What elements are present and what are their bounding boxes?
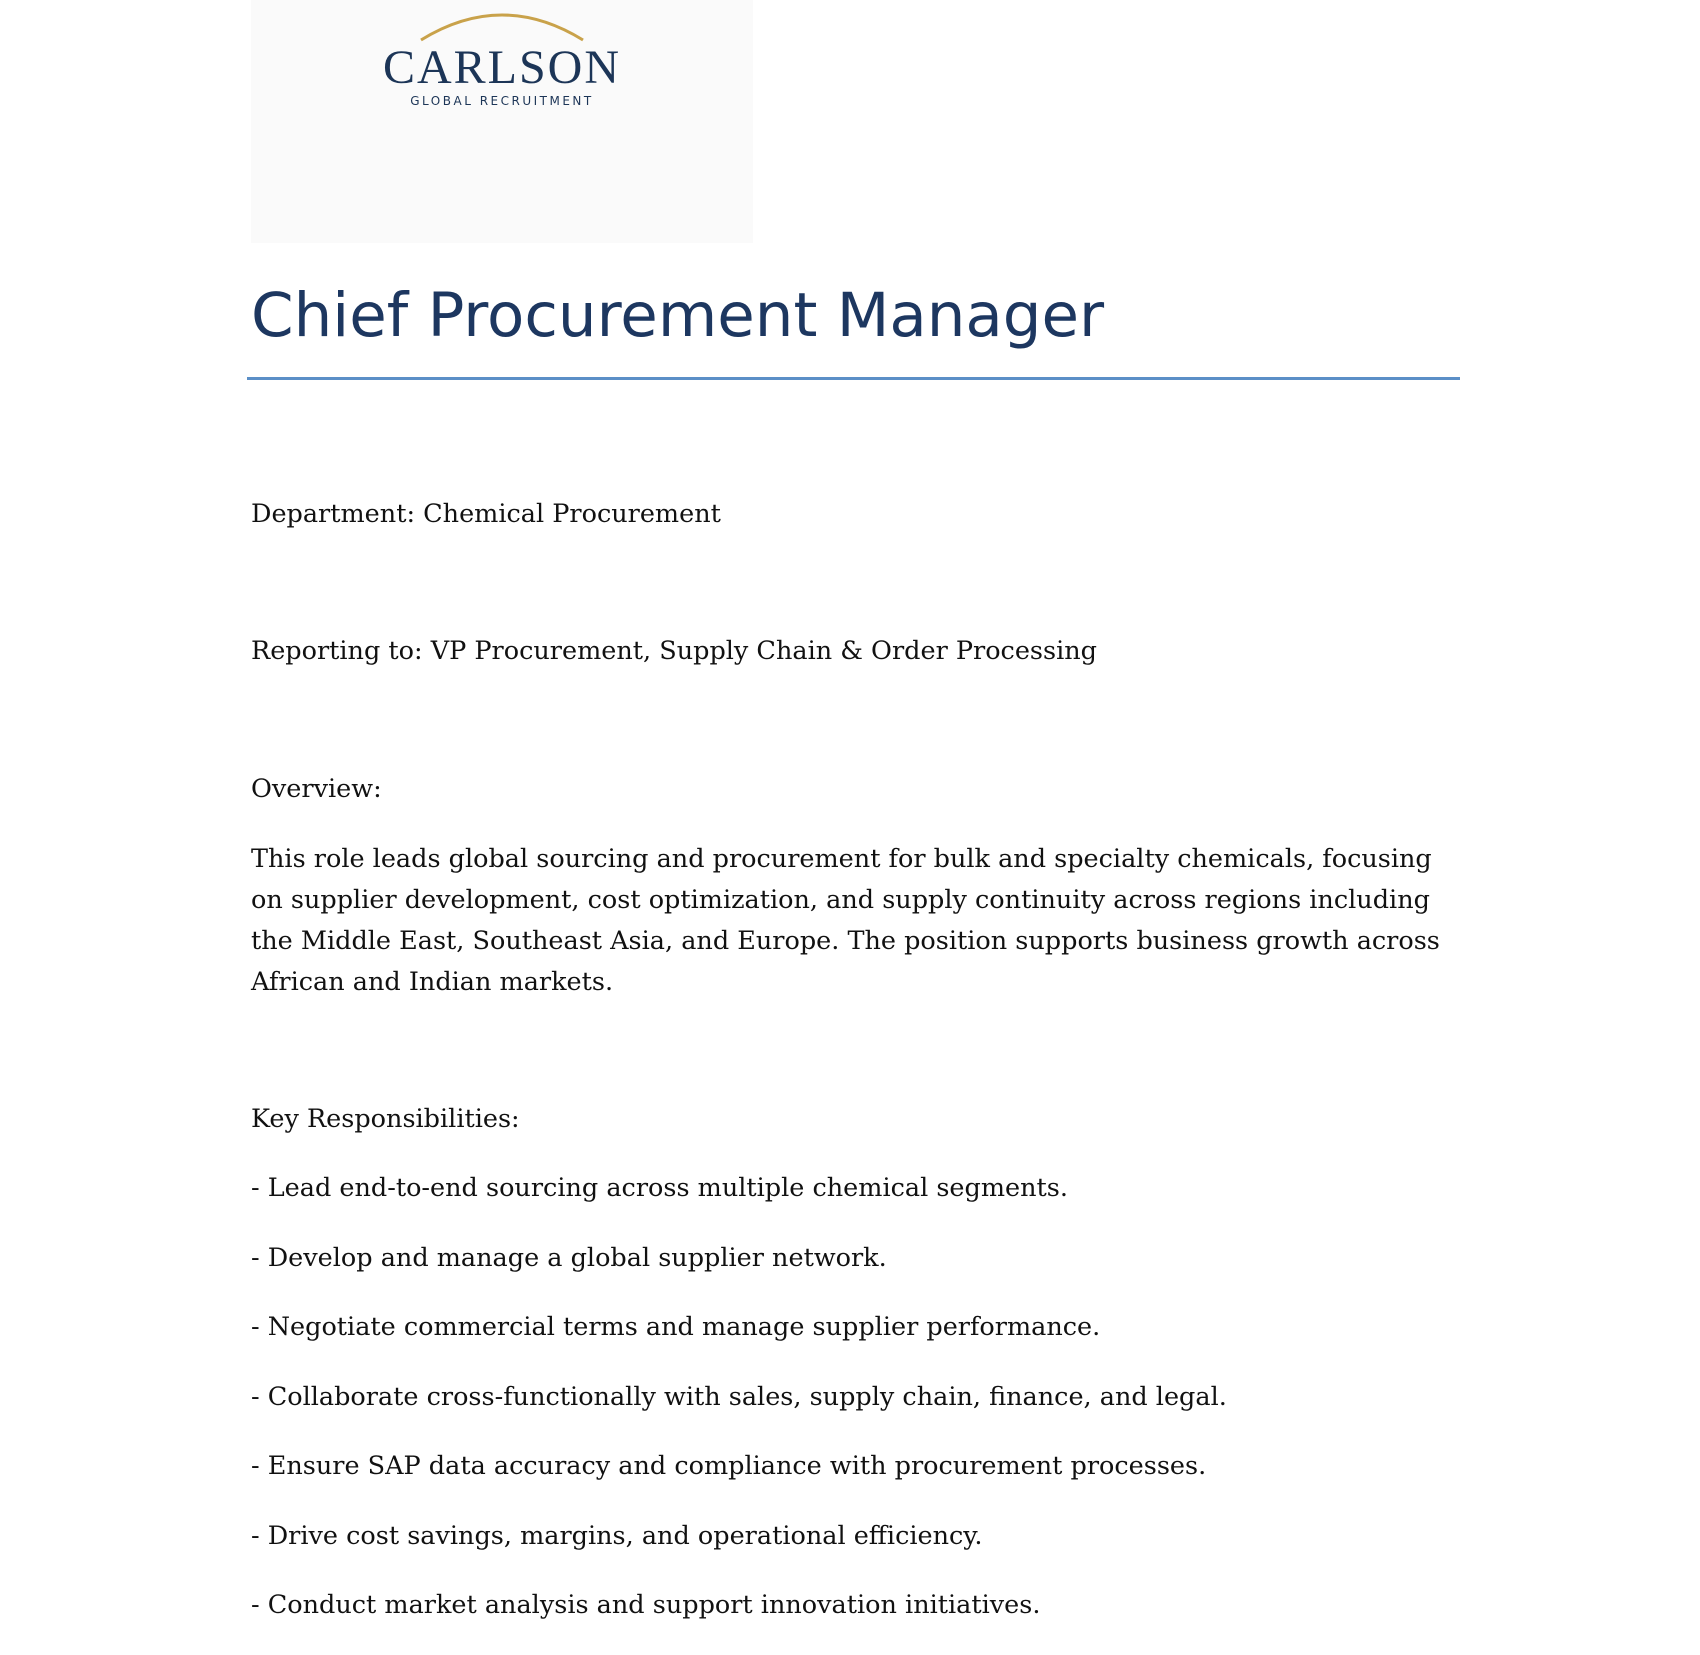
overview-line: This role leads global sourcing and procurement for bulk and specialty chemicals, focusing — [251, 844, 1432, 874]
company-logo — [251, 0, 753, 243]
list-item: - Drive cost savings, margins, and operational efficiency. — [251, 1520, 983, 1551]
overview-heading: Overview: — [251, 774, 382, 804]
overview-line: the Middle East, Southeast Asia, and Europe. The position supports business growth across — [251, 926, 1440, 956]
list-item: - Ensure SAP data accuracy and compliance with procurement processes. — [251, 1451, 1207, 1481]
reporting-line: Reporting to: VP Procurement, Supply Chain & Order Processing — [251, 636, 1098, 666]
list-item: - Conduct market analysis and support innovation initiatives. — [251, 1590, 1041, 1620]
list-item: - Lead end-to-end sourcing across multiple chemical segments. — [251, 1173, 1068, 1203]
overview-line: on supplier development, cost optimization, and supply continuity across regions including — [251, 885, 1430, 915]
overview-paragraph — [251, 839, 1481, 1003]
logo-wordmark: CARLSON — [382, 41, 622, 94]
overview-line: African and Indian markets. — [251, 967, 614, 997]
title-underline — [247, 377, 1460, 380]
department-line: Department: Chemical Procurement — [251, 499, 721, 529]
responsibilities-list — [251, 1168, 1227, 1655]
list-item: - Collaborate cross-functionally with sales, supply chain, finance, and legal. — [251, 1381, 1227, 1412]
list-item: - Negotiate commercial terms and manage supplier performance. — [251, 1312, 1101, 1342]
responsibilities-heading: Key Responsibilities: — [251, 1104, 520, 1134]
page-title: Chief Procurement Manager — [251, 280, 1105, 351]
logo-tagline: GLOBAL RECRUITMENT — [410, 94, 594, 108]
list-item: - Develop and manage a global supplier network. — [251, 1242, 887, 1273]
